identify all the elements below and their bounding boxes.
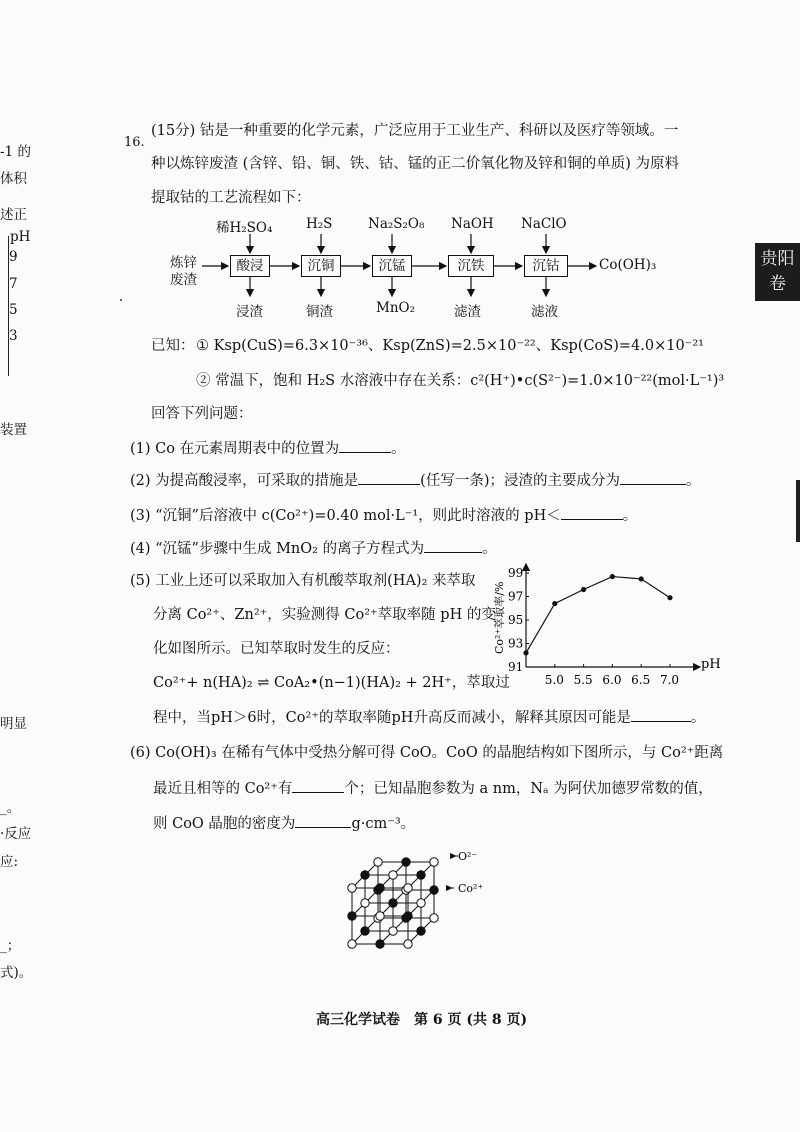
margin-ph-label: pH [10,229,31,245]
margin-fragment: 述正 [0,207,27,223]
question-6-line: (6) Co(OH)₃ 在稀有气体中受热分解可得 CoO。CoO 的晶胞结构如下图所示，与 Co²⁺距离 [130,745,724,761]
margin-tick: 3 [9,328,18,344]
step-box: 沉钴 [524,255,568,277]
oxide-ion [404,884,412,892]
question-2: (2) 为提高酸浸率，可采取的措施是 (任写一条)；浸渣的主要成分为 。 [130,470,700,491]
oxide-ion [389,927,397,935]
oxide-ion [417,899,425,907]
raw-material-label: 炼锌 [170,255,197,271]
output-label: 铜渣 [306,304,333,320]
question-5-line: 程中，当pH＞6时，Co²⁺的萃取率随pH升高反而减小，解释其原因可能是 。 [153,707,705,728]
x-tick-label: 5.0 [544,673,564,687]
cobalt-ion [361,927,369,935]
step-box: 沉锰 [372,255,412,277]
cobalt-ion [376,940,384,948]
y-tick-label: 91 [508,660,524,674]
answer-blank[interactable] [339,438,391,453]
answer-blank[interactable] [561,505,623,520]
oxide-ion [389,871,397,879]
data-point [552,601,557,606]
margin-fragment: 明显 [0,716,27,732]
answer-blank[interactable] [620,470,686,485]
cobalt-ion [417,927,425,935]
answer-blank[interactable] [631,707,691,722]
y-tick-label: 99 [508,566,524,581]
cobalt-ion [348,912,356,920]
known-line: ① Ksp(CuS)=6.3×10⁻³⁶、Ksp(ZnS)=2.5×10⁻²²、Ksp(CoS)=4.0×10⁻²¹ [196,338,704,354]
margin-fragment: 体积 [0,171,27,187]
oxide-ion [348,884,356,892]
intro-line: (15分) 钴是一种重要的化学元素，广泛应用于工业生产、科研以及医疗等领域。一 [151,123,679,139]
reagent-label: NaClO [521,216,567,232]
margin-fragment: 应: [0,854,19,870]
known-line: ② 常温下，饱和 H₂S 水溶液中存在关系：c²(H⁺)•c(S²⁻)=1.0×10⁻²²(mol·L⁻¹)³ [196,373,725,389]
margin-fragment: _。 [0,800,21,816]
cobalt-ion-label: Co²⁺ [458,882,484,895]
step-box: 沉铜 [301,255,341,277]
intro-line: 种以炼锌废渣 (含锌、铅、铜、铁、钴、锰的正二价氧化物及锌和铜的单质) 为原料 [151,156,680,172]
answer-prompt: 回答下列问题： [151,406,253,422]
page-footer: 高三化学试卷 第 6 页 (共 8 页) [316,1012,528,1028]
data-point [581,587,586,592]
oxide-ion [348,940,356,948]
reagent-label: NaOH [451,216,494,232]
question-3: (3) “沉铜”后溶液中 c(Co²⁺)=0.40 mol·L⁻¹，则此时溶液的 pH＜ 。 [130,505,637,526]
margin-fragment: _； [0,938,21,954]
question-5-line: 分离 Co²⁺、Zn²⁺，实验测得 Co²⁺萃取率随 pH 的变 [153,607,496,623]
question-5-line: (5) 工业上还可以采取加入有机酸萃取剂(HA)₂ 来萃取 [130,573,476,589]
x-tick-label: 6.5 [631,673,651,687]
margin-fragment: 式)。 [0,965,33,981]
oxide-ion [430,914,438,922]
question-5-line: 化如图所示。已知萃取时发生的反应： [153,641,400,657]
margin-fragment: -1 的 [0,144,31,160]
oxide-ion [361,899,369,907]
reagent-label: 稀H₂SO₄ [216,220,273,236]
data-point [639,576,644,581]
question-6-line: 则 CoO 晶胞的密度为 g·cm⁻³。 [153,813,415,834]
margin-fragment: ·反应 [0,826,32,842]
cobalt-ion [389,899,397,907]
oxide-ion [376,912,384,920]
oxide-ion [374,858,382,866]
question-number: 16. [124,135,145,150]
answer-blank[interactable] [295,813,351,828]
output-label: 浸渣 [236,304,263,320]
question-4: (4) “沉锰”步骤中生成 MnO₂ 的离子方程式为 。 [130,538,497,559]
reagent-label: H₂S [306,216,333,232]
question-5-line: Co²⁺+ n(HA)₂ ⇌ CoA₂•(n−1)(HA)₂ + 2H⁺，萃取过 [153,675,510,691]
data-point [523,650,528,655]
x-tick-label: 7.0 [659,673,680,687]
data-point [610,574,615,579]
answer-blank[interactable] [424,538,482,553]
cobalt-ion [430,886,438,894]
cobalt-ion [376,884,384,892]
x-tick-label: 6.0 [602,673,622,687]
answer-blank[interactable] [358,470,420,485]
output-label: 滤液 [531,304,558,320]
cobalt-ion [361,871,369,879]
series-line [526,577,670,653]
data-point [667,595,672,600]
cobalt-ion [404,912,412,920]
output-label: 滤渣 [454,304,481,320]
oxide-ion [430,858,438,866]
y-tick-label: 97 [508,589,524,604]
region-tab-line: 卷 [769,274,786,294]
product-label: Co(OH)₃ [599,257,657,273]
x-tick-label: 5.5 [573,673,593,687]
margin-tick: 5 [9,302,18,318]
region-tab-line: 贵阳 [760,249,795,269]
question-1: (1) Co 在元素周期表中的位置为 。 [130,438,406,459]
extraction-rate-chart [478,556,723,696]
flow-arrows [0,0,800,340]
output-label: MnO₂ [376,300,415,316]
margin-tick: 9 [9,249,18,265]
reagent-label: Na₂S₂O₈ [368,216,425,232]
known-label: 已知： [151,338,195,354]
margin-tick: 7 [9,276,18,292]
intro-line: 提取钴的工艺流程如下： [151,190,311,206]
cobalt-ion [402,858,410,866]
x-axis-label: pH [701,657,721,672]
step-box: 酸浸 [230,255,270,277]
y-tick-label: 93 [508,636,524,651]
margin-fragment: 装置 [0,422,27,438]
y-axis-label: Co²⁺萃取率/% [493,581,506,654]
oxide-ion [404,940,412,948]
oxide-ion-label: O²⁻ [458,850,478,863]
raw-material-label: 废渣 [170,272,197,288]
cobalt-ion [417,871,425,879]
edge-mark [796,480,800,542]
answer-blank[interactable] [292,778,344,793]
y-tick-label: 95 [508,613,524,628]
coo-unit-cell [330,846,520,958]
step-box: 沉铁 [448,255,494,277]
question-6-line: 最近且相等的 Co²⁺有 个；已知晶胞参数为 a nm，Nₐ 为阿伏加德罗常数的值， [153,778,713,799]
